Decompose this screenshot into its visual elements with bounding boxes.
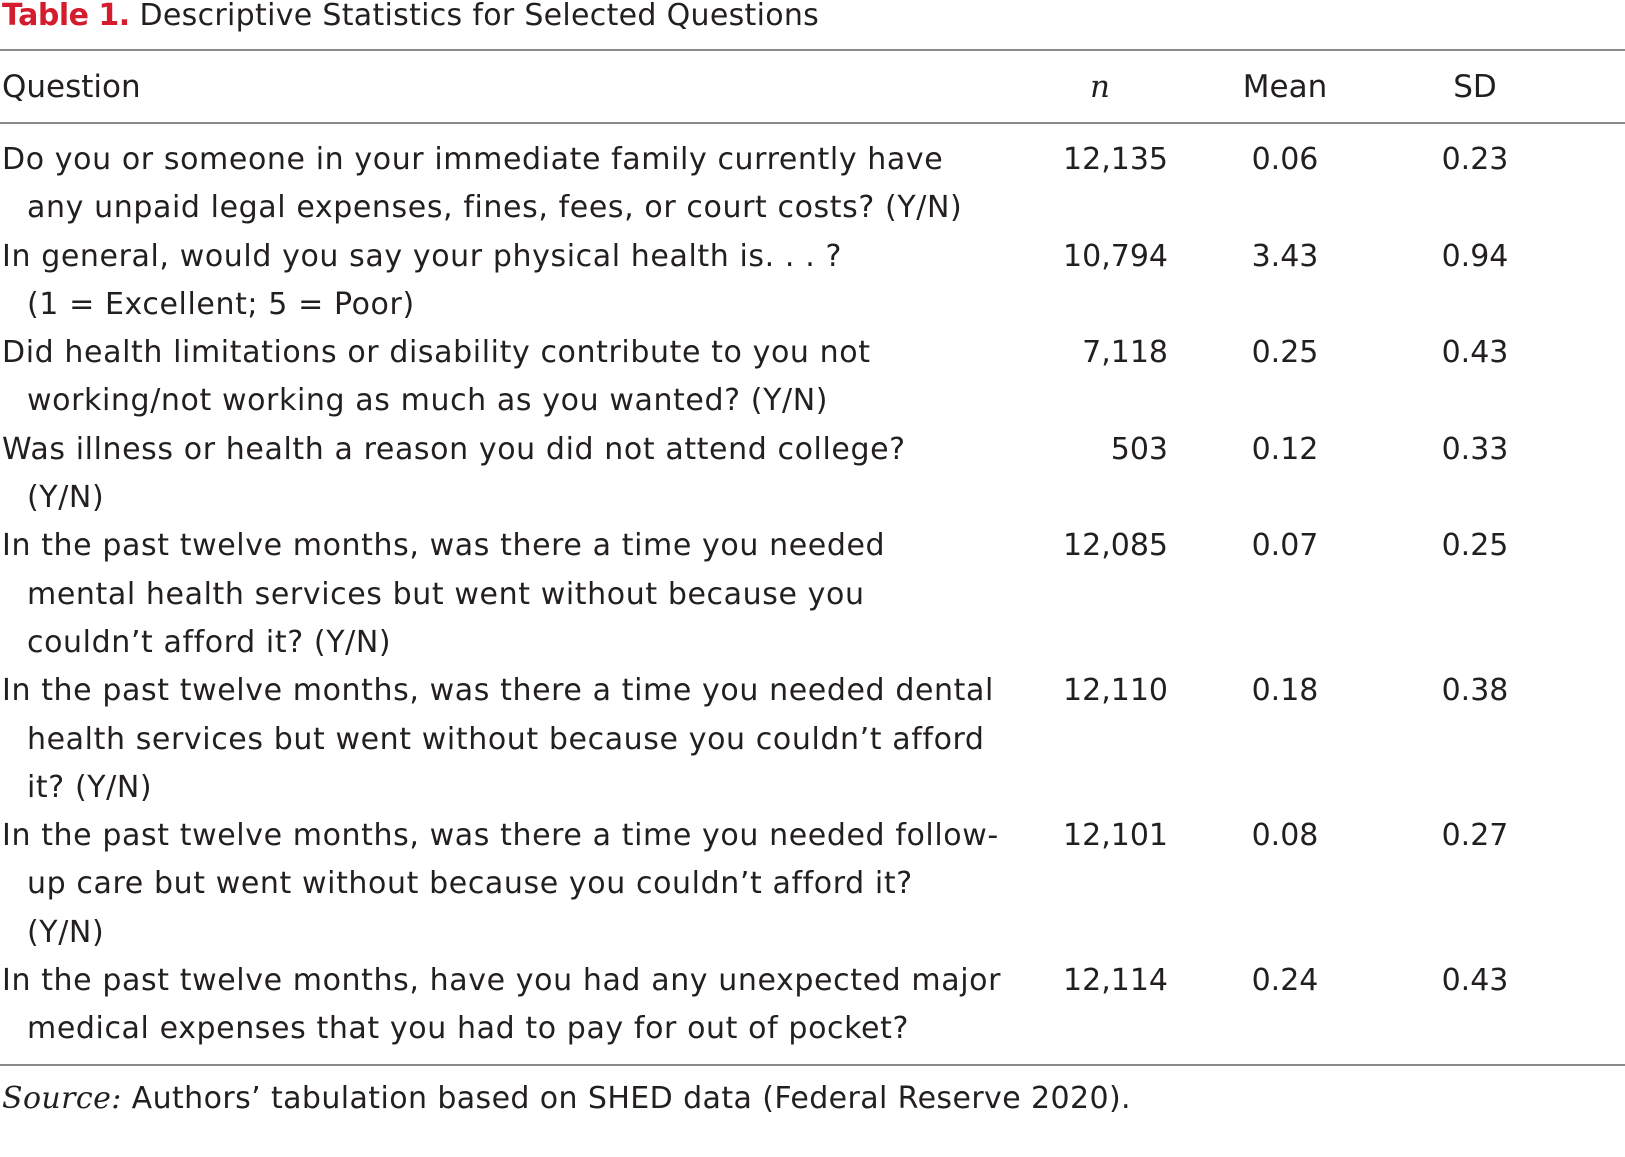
sd-cell: 0.94 bbox=[1441, 238, 1509, 274]
question-cell bbox=[2, 957, 1002, 1054]
bottom-rule bbox=[0, 1064, 1625, 1066]
table-caption bbox=[2, 0, 819, 32]
question-text-line: health services but went without because you couldn’t afford bbox=[27, 721, 985, 757]
table-caption-title: Descriptive Statistics for Selected Questions bbox=[139, 0, 820, 33]
question-cell bbox=[2, 233, 1002, 330]
table-caption-label: Table 1. bbox=[2, 0, 130, 33]
header-sd: SD bbox=[1453, 69, 1497, 105]
sd-cell: 0.33 bbox=[1441, 431, 1509, 467]
table-row bbox=[0, 522, 1625, 667]
table-row bbox=[0, 329, 1625, 426]
question-text-line: any unpaid legal expenses, fines, fees, or court costs? (Y/N) bbox=[27, 190, 963, 226]
question-text-line: Was illness or health a reason you did not attend college? bbox=[2, 431, 906, 467]
question-text-line: medical expenses that you had to pay for out of pocket? bbox=[27, 1011, 909, 1047]
mean-cell: 3.43 bbox=[1251, 238, 1319, 274]
sd-cell: 0.38 bbox=[1441, 673, 1509, 709]
question-text-line: working/not working as much as you wanted? (Y/N) bbox=[27, 383, 829, 419]
header-n: n bbox=[1090, 69, 1110, 105]
sd-cell: 0.43 bbox=[1441, 963, 1509, 999]
header-rule bbox=[0, 122, 1625, 124]
n-cell: 7,118 bbox=[1082, 335, 1168, 371]
question-cell bbox=[2, 136, 1002, 233]
table-row bbox=[0, 667, 1625, 812]
mean-cell: 0.12 bbox=[1251, 431, 1319, 467]
question-cell bbox=[2, 667, 1002, 812]
top-rule bbox=[0, 49, 1625, 51]
n-cell: 12,085 bbox=[1063, 528, 1168, 564]
header-mean: Mean bbox=[1242, 69, 1328, 105]
table-body bbox=[0, 136, 1625, 1054]
table-row bbox=[0, 426, 1625, 523]
mean-cell: 0.06 bbox=[1251, 142, 1319, 177]
question-text-line: In the past twelve months, was there a time you needed bbox=[2, 528, 886, 564]
question-text-line: it? (Y/N) bbox=[27, 769, 153, 805]
sd-cell: 0.23 bbox=[1441, 142, 1509, 177]
n-cell: 503 bbox=[1110, 431, 1168, 467]
sd-cell: 0.43 bbox=[1441, 335, 1509, 371]
table-row bbox=[0, 812, 1625, 957]
mean-cell: 0.18 bbox=[1251, 673, 1319, 709]
question-cell bbox=[2, 329, 1002, 426]
sd-cell: 0.25 bbox=[1441, 528, 1509, 564]
n-cell: 12,101 bbox=[1063, 818, 1168, 854]
question-cell bbox=[2, 426, 1002, 523]
mean-cell: 0.25 bbox=[1251, 335, 1319, 371]
question-text-line: up care but went without because you couldn’t afford it? bbox=[27, 866, 913, 902]
table-row bbox=[0, 136, 1625, 233]
mean-cell: 0.24 bbox=[1251, 963, 1319, 999]
question-text-line: In the past twelve months, was there a time you needed follow- bbox=[2, 818, 999, 854]
question-text-line: (Y/N) bbox=[27, 914, 105, 950]
question-text-line: Did health limitations or disability contribute to you not bbox=[2, 335, 871, 371]
question-text-line: In general, would you say your physical health is. . . ? bbox=[2, 238, 842, 274]
question-text-line: mental health services but went without because you bbox=[27, 576, 865, 612]
question-cell bbox=[2, 522, 1002, 667]
mean-cell: 0.08 bbox=[1251, 818, 1319, 854]
n-cell: 10,794 bbox=[1063, 238, 1168, 274]
n-cell: 12,135 bbox=[1063, 142, 1168, 177]
question-text-line: In the past twelve months, have you had any unexpected major bbox=[2, 963, 1002, 999]
question-text-line: (Y/N) bbox=[27, 480, 105, 516]
question-text-line: (1 = Excellent; 5 = Poor) bbox=[27, 286, 415, 322]
source-text: Authors’ tabulation based on SHED data (Federal Reserve 2020). bbox=[121, 1081, 1131, 1116]
question-cell bbox=[2, 812, 1002, 957]
n-cell: 12,114 bbox=[1063, 963, 1168, 999]
table-row bbox=[0, 957, 1625, 1054]
source-label: Source: bbox=[2, 1081, 122, 1116]
question-text-line: In the past twelve months, was there a time you needed dental bbox=[2, 673, 994, 709]
question-text-line: Do you or someone in your immediate family currently have bbox=[2, 142, 944, 177]
sd-cell: 0.27 bbox=[1441, 818, 1509, 854]
question-text-line: couldn’t afford it? (Y/N) bbox=[27, 624, 392, 660]
n-cell: 12,110 bbox=[1063, 673, 1168, 709]
table-source-note bbox=[2, 1079, 1131, 1119]
header-question: Question bbox=[2, 69, 141, 105]
table-row bbox=[0, 233, 1625, 330]
mean-cell: 0.07 bbox=[1251, 528, 1319, 564]
